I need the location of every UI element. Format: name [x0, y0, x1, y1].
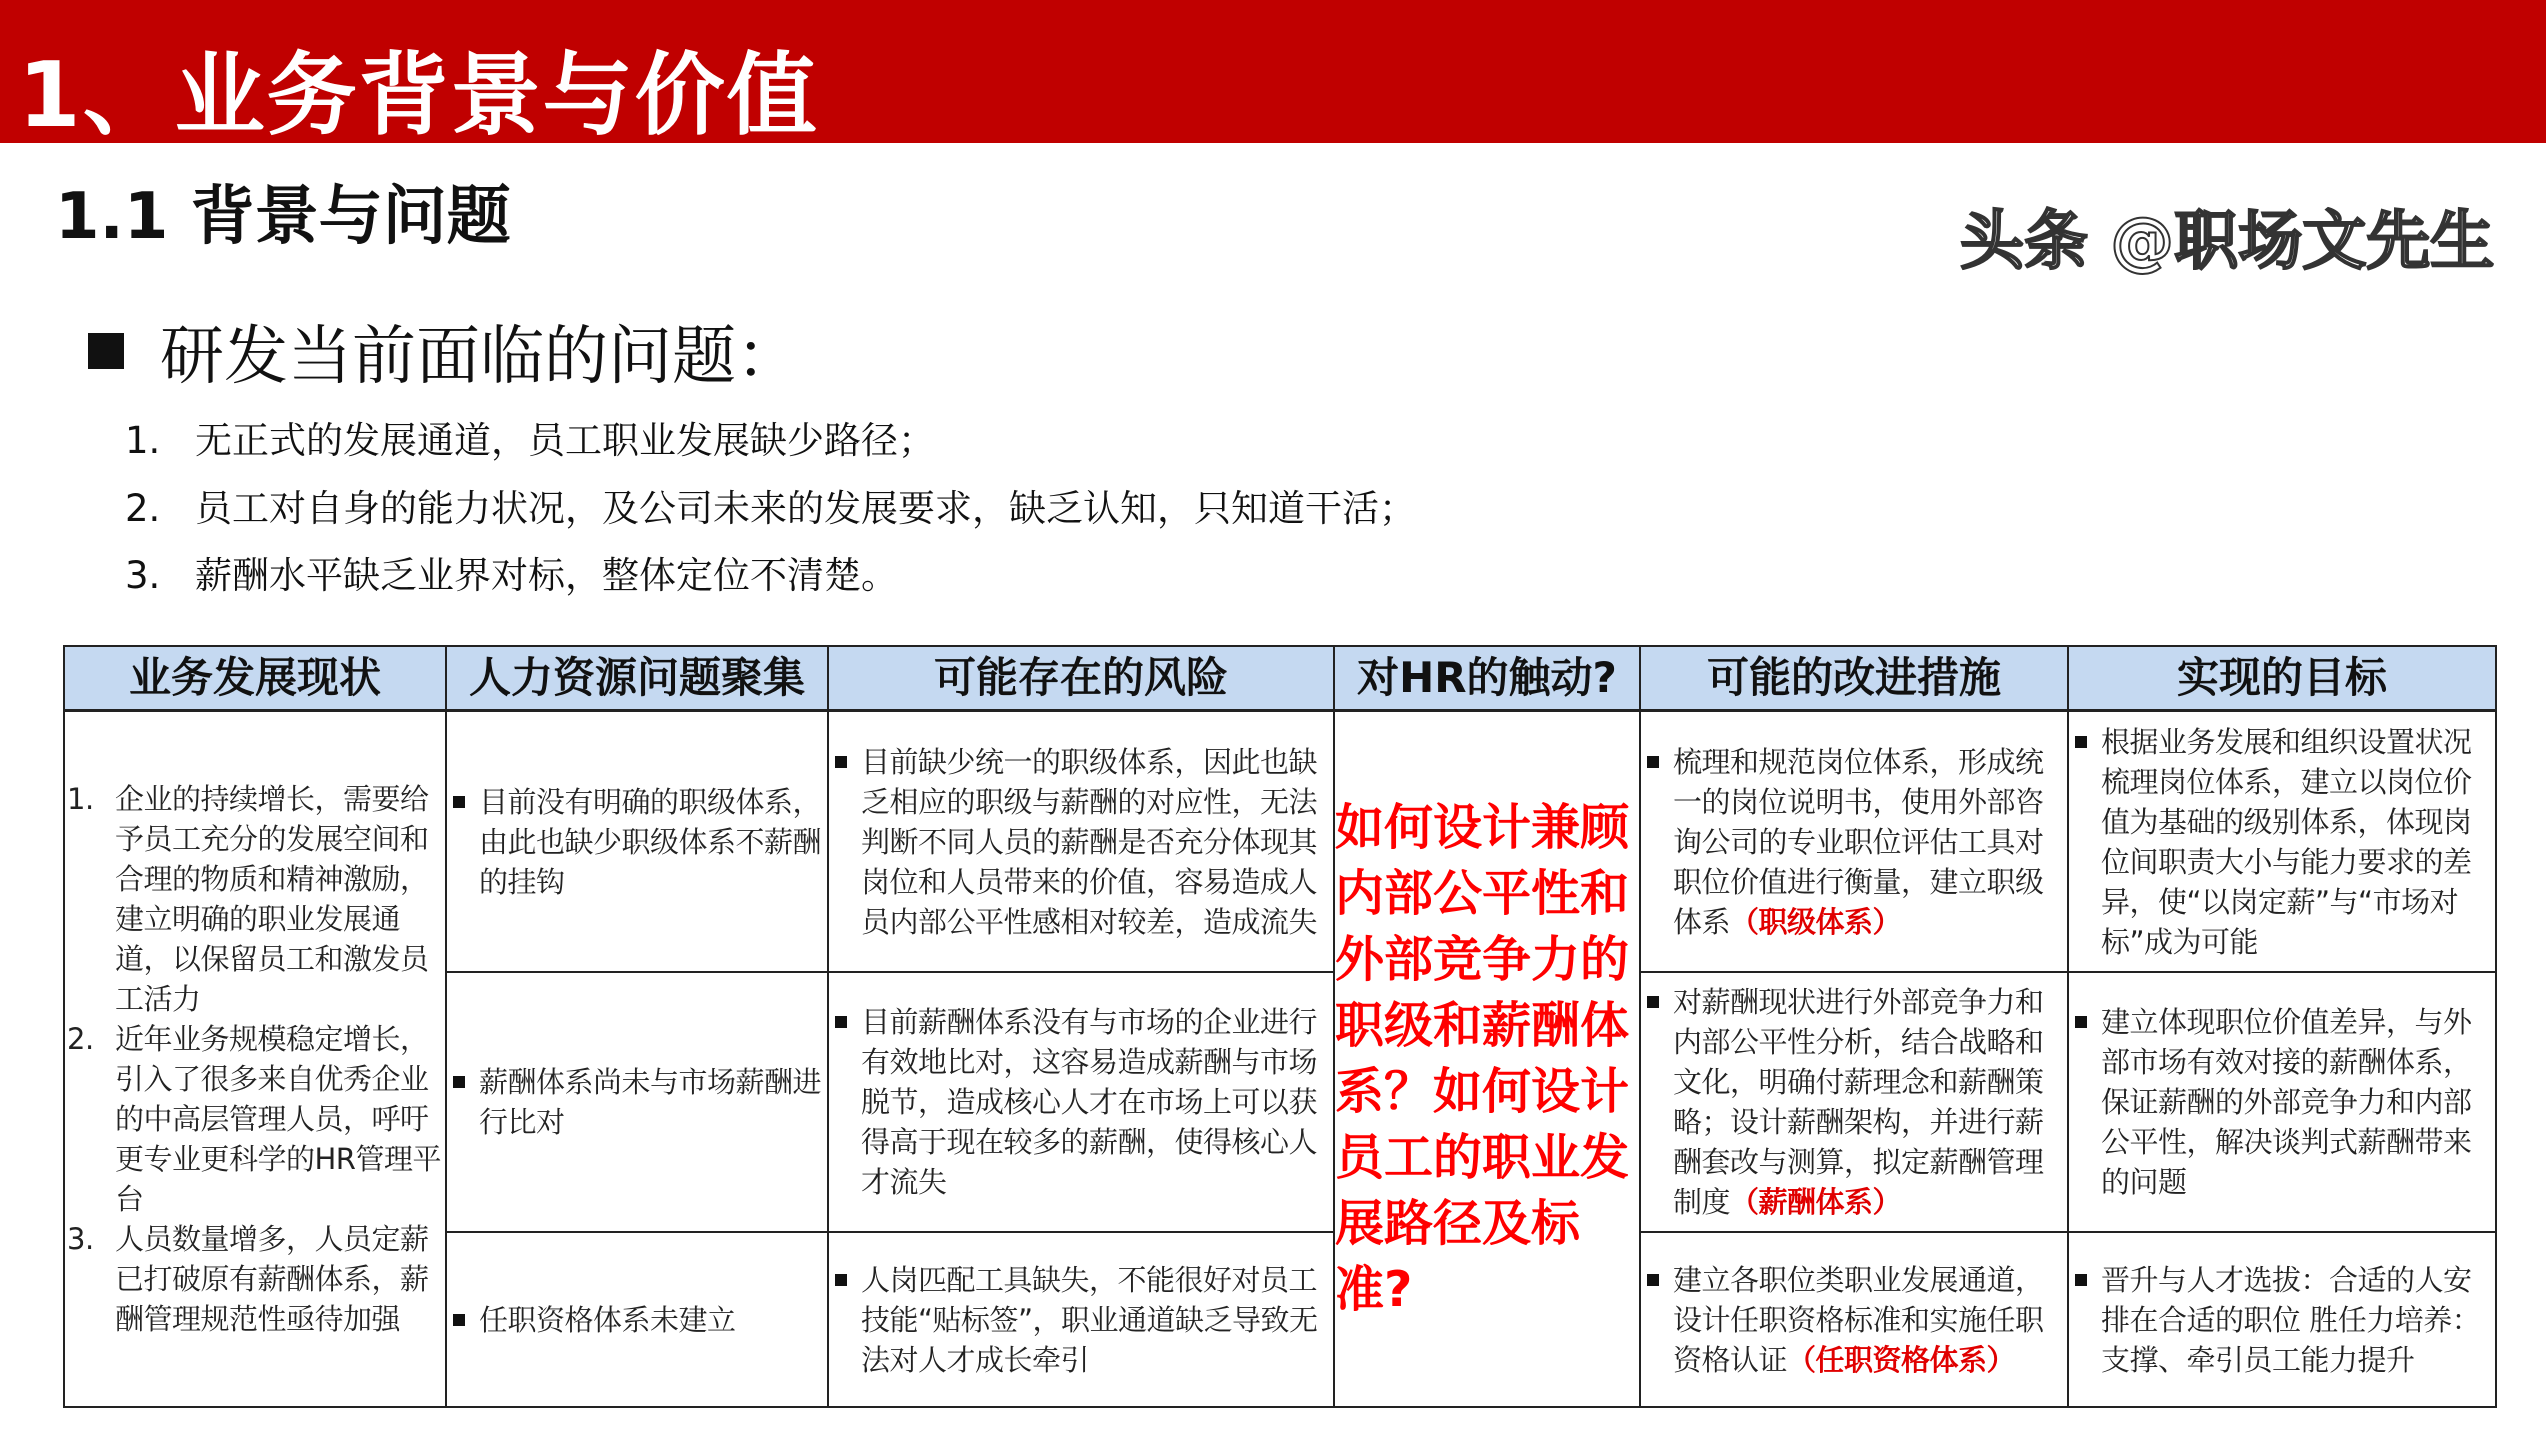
problem-num: 2. — [125, 487, 161, 530]
title-band — [0, 0, 2546, 148]
bullet-icon — [453, 1314, 465, 1326]
status-num: 1. — [67, 782, 94, 816]
col-header: 人力资源问题聚集 — [445, 645, 829, 712]
hr-issue-cell: 目前没有明确的职级体系，由此也缺少职级体系不薪酬的挂钩 — [445, 710, 829, 973]
col-header: 可能存在的风险 — [827, 645, 1335, 712]
square-bullet-icon — [88, 333, 124, 369]
measure-cell: 梳理和规范岗位体系，形成统一的岗位说明书，使用外部咨询公司的专业职位评估工具对职位价值进行衡量，建立职级体系（职级体系） — [1639, 710, 2069, 973]
risk-cell: 目前薪酬体系没有与市场的企业进行有效地比对，这容易造成薪酬与市场脱节，造成核心人才在市场上可以获得高于现在较多的薪酬，使得核心人才流失 — [827, 971, 1335, 1233]
col-header: 业务发展现状 — [63, 645, 447, 712]
bullet-icon — [835, 756, 847, 768]
measure-cell: 对薪酬现状进行外部竞争力和内部公平性分析，结合战略和文化，明确付薪理念和薪酬策略；设计薪酬架构，并进行薪酬套改与测算，拟定薪酬管理制度（薪酬体系） — [1639, 971, 2069, 1233]
bullet-icon — [1647, 996, 1659, 1008]
risk-cell: 目前缺少统一的职级体系，因此也缺乏相应的职级与薪酬的对应性，无法判断不同人员的薪酬是否充分体现其岗位和人员带来的价值，容易造成人员内部公平性感相对较差，造成流失 — [827, 710, 1335, 973]
status-text: 企业的持续增长，需要给予员工充分的发展空间和合理的物质和精神激励，建立明确的职业发展通道，以保留员工和激发员工活力 — [115, 782, 429, 1016]
col-header: 对HR的触动? — [1333, 645, 1641, 712]
section-heading — [88, 305, 800, 397]
bullet-icon — [1647, 1274, 1659, 1286]
problem-num: 3. — [125, 554, 161, 597]
status-num: 2. — [67, 1022, 94, 1056]
bullet-icon — [835, 1274, 847, 1286]
subtitle: 1.1 背景与问题 — [55, 180, 511, 254]
watermark: 头条 @职场文先生 — [1960, 205, 2495, 279]
problem-item — [125, 545, 898, 599]
section-heading-text: 研发当前面临的问题： — [160, 320, 800, 394]
bullet-icon — [453, 1076, 465, 1088]
bullet-icon — [2075, 1274, 2087, 1286]
status-num: 3. — [67, 1222, 94, 1256]
hr-question-cell: 如何设计兼顾内部公平性和外部竞争力的职级和薪酬体系？如何设计员工的职业发展路径及标准? — [1333, 710, 1641, 1408]
business-status-cell — [63, 710, 447, 1408]
col-header: 实现的目标 — [2067, 645, 2497, 712]
hr-issue-cell: 薪酬体系尚未与市场薪酬进行比对 — [445, 971, 829, 1233]
risk-cell: 人岗匹配工具缺失，不能很好对员工技能“贴标签”，职业通道缺乏导致无法对人才成长牵引 — [827, 1231, 1335, 1408]
problem-text: 无正式的发展通道，员工职业发展缺少路径； — [195, 419, 935, 462]
problem-text: 员工对自身的能力状况，及公司未来的发展要求，缺乏认知，只知道干活； — [195, 487, 1416, 530]
measure-cell: 建立各职位类职业发展通道，设计任职资格标准和实施任职资格认证（任职资格体系） — [1639, 1231, 2069, 1408]
hr-issue-cell: 任职资格体系未建立 — [445, 1231, 829, 1408]
goal-cell: 晋升与人才选拔：合适的人安排在合适的职位 胜任力培养：支撑、牵引员工能力提升 — [2067, 1231, 2497, 1408]
goal-cell: 建立体现职位价值差异，与外部市场有效对接的薪酬体系，保证薪酬的外部竞争力和内部公平性，解决谈判式薪酬带来的问题 — [2067, 971, 2497, 1233]
goal-cell: 根据业务发展和组织设置状况梳理岗位体系，建立以岗位价值为基础的级别体系，体现岗位间职责大小与能力要求的差异，使“以岗定薪”与“市场对标”成为可能 — [2067, 710, 2497, 973]
bullet-icon — [2075, 736, 2087, 748]
bullet-icon — [2075, 1016, 2087, 1028]
status-text: 人员数量增多，人员定薪已打破原有薪酬体系，薪酬管理规范性亟待加强 — [115, 1222, 429, 1336]
bullet-icon — [835, 1016, 847, 1028]
bullet-icon — [453, 796, 465, 808]
problem-item — [125, 410, 935, 464]
problem-item — [125, 478, 1416, 532]
status-text: 近年业务规模稳定增长，引入了很多来自优秀企业的中高层管理人员，呼吁更专业更科学的HR管理平台 — [115, 1022, 441, 1216]
col-header: 可能的改进措施 — [1639, 645, 2069, 712]
problem-num: 1. — [125, 419, 161, 462]
page-title: 1、业务背景与价值 — [18, 43, 819, 148]
bullet-icon — [1647, 756, 1659, 768]
problem-text: 薪酬水平缺乏业界对标，整体定位不清楚。 — [195, 554, 898, 597]
